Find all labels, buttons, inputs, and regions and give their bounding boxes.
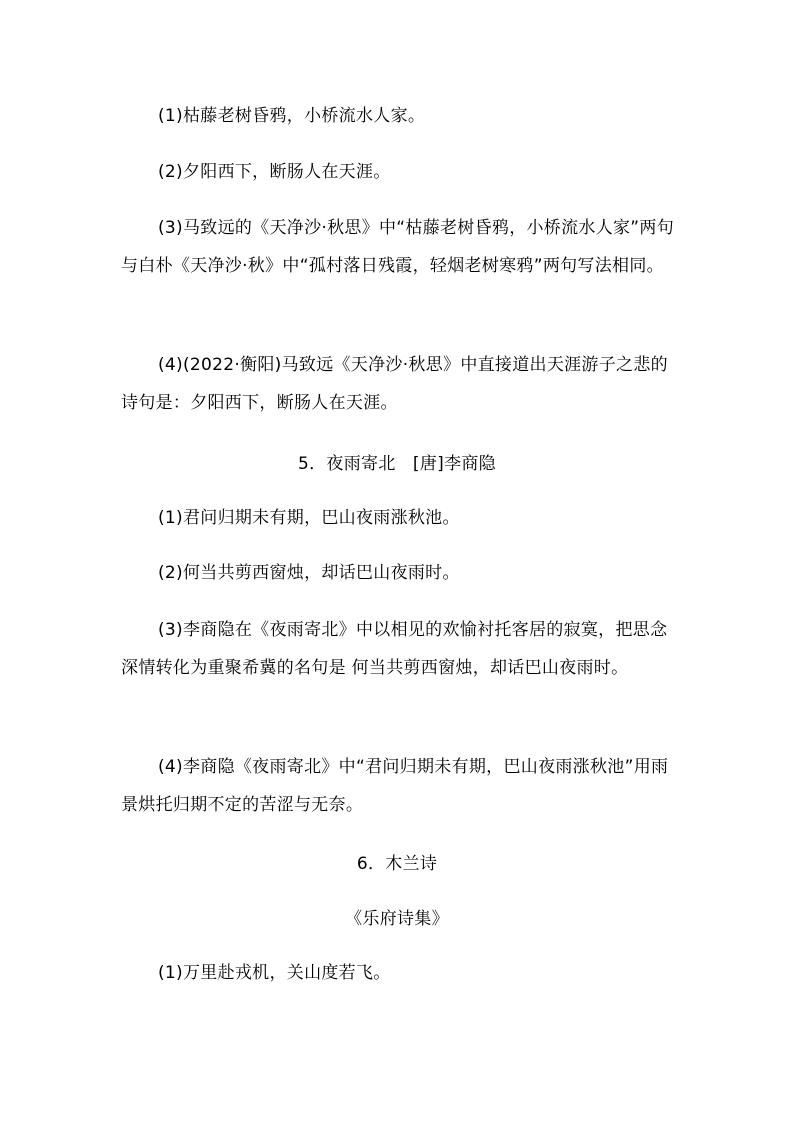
s5-item-4: (4)李商隐《夜雨寄北》中“君问归期未有期，巴山夜雨涨秋池”用雨景烘托归期不定的苦涩与无奈。 (121, 757, 669, 815)
s5-item-2: (2)何当共剪西窗烛，却话巴山夜雨时。 (158, 563, 460, 583)
section-6-source: 《乐府诗集》 (345, 909, 449, 929)
section-6-heading: 6．木兰诗 (356, 854, 438, 874)
s4-item-3: (3)马致远的《天净沙·秋思》中“枯藤老树昏鸦，小桥流水人家”两句与白朴《天净沙·秋》中“孤村落日残霞，轻烟老树寒鸦”两句写法相同。 (121, 218, 674, 276)
s5-item-3: (3)李商隐在《夜雨寄北》中以相见的欢愉衬托客居的寂寞，把思念深情转化为重聚希冀的名句是 何当共剪西窗烛，却话巴山夜雨时。 (121, 620, 668, 678)
s4-item-4: (4)(2022·衡阳)马致远《天净沙·秋思》中直接道出天涯游子之悲的诗句是：夕阳西下，断肠人在天涯。 (121, 355, 668, 413)
s4-item-2: (2)夕阳西下，断肠人在天涯。 (158, 162, 391, 182)
s4-item-1: (1)枯藤老树昏鸦，小桥流水人家。 (158, 106, 426, 126)
s5-item-1: (1)君问归期未有期，巴山夜雨涨秋池。 (158, 508, 460, 528)
section-5-heading: 5．夜雨寄北 [唐]李商隐 (298, 454, 496, 474)
s6-item-1: (1)万里赴戎机，关山度若飞。 (158, 963, 391, 983)
